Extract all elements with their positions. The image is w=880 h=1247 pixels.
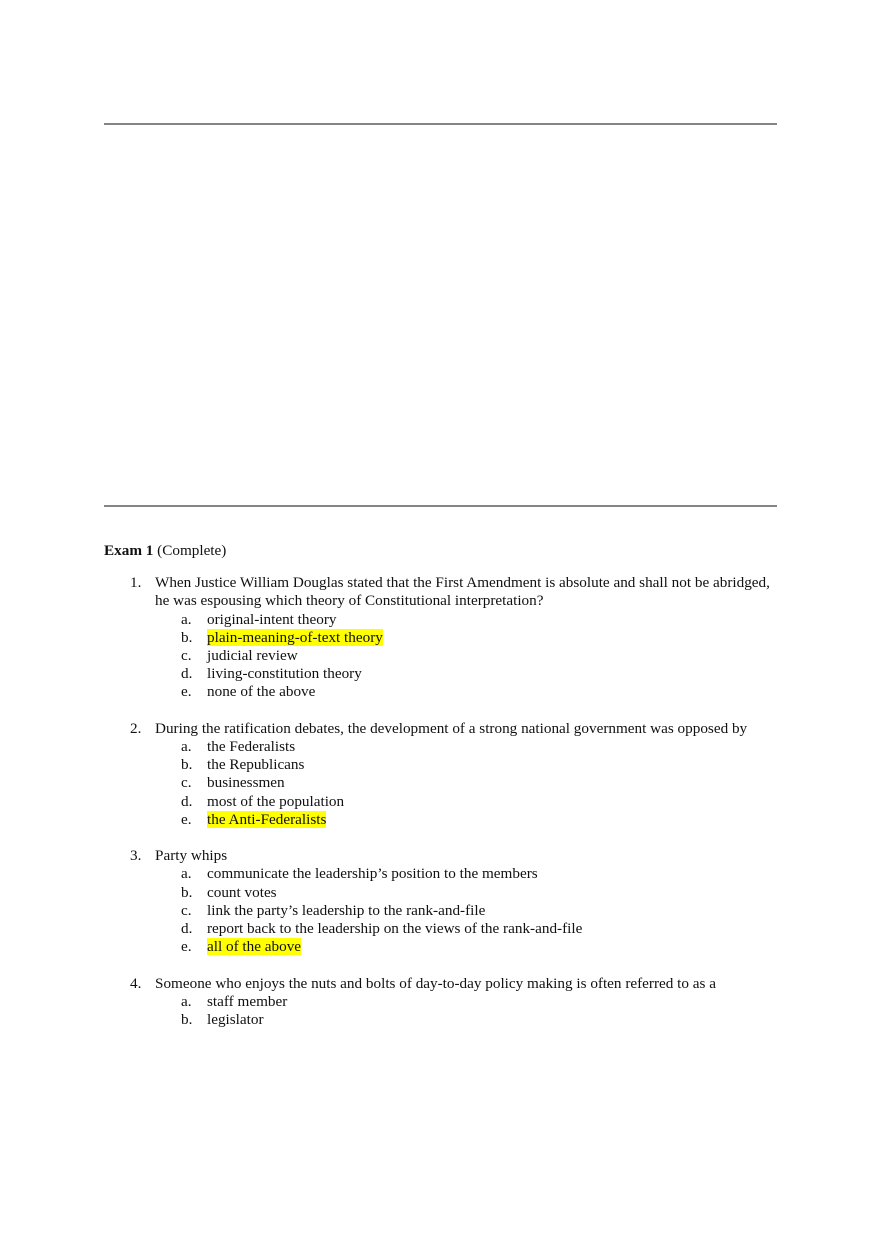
option-text: link the party’s leadership to the rank-and-file [207, 901, 486, 919]
answer-option [155, 884, 784, 902]
answer-option [155, 938, 784, 956]
option-letter: b. [181, 1011, 193, 1029]
option-text: businessmen [207, 774, 285, 792]
option-letter: a. [181, 610, 192, 628]
question-number: 2. [130, 719, 142, 737]
option-text-highlighted: all of the above [207, 938, 302, 956]
answer-option [155, 683, 784, 701]
option-letter: d. [181, 920, 193, 938]
option-text: the Republicans [207, 756, 305, 774]
option-letter: b. [181, 756, 193, 774]
option-letter: c. [181, 901, 192, 919]
option-letter: c. [181, 774, 192, 792]
option-text: none of the above [207, 683, 316, 701]
answer-option [155, 611, 784, 629]
answer-option [155, 865, 784, 883]
question [104, 975, 784, 1030]
option-letter: a. [181, 738, 192, 756]
option-letter: e. [181, 810, 192, 828]
answer-option [155, 793, 784, 811]
answer-option [155, 993, 784, 1011]
option-letter: b. [181, 628, 193, 646]
question-list [104, 574, 784, 1029]
question [104, 847, 784, 956]
question-text: When Justice William Douglas stated that the First Amendment is absolute and shall not be abridged, he was espousing which theory of Constitutional interpretation? [155, 574, 770, 610]
question [104, 574, 784, 701]
exam-title [104, 542, 784, 560]
question-number: 3. [130, 847, 142, 865]
option-letter: e. [181, 683, 192, 701]
answer-option [155, 920, 784, 938]
option-text-highlighted: plain-meaning-of-text theory [207, 628, 383, 646]
option-text: the Federalists [207, 738, 296, 756]
answer-option [155, 647, 784, 665]
answer-option [155, 629, 784, 647]
exam-title-bold: Exam 1 [104, 542, 154, 559]
horizontal-rule-top [104, 123, 777, 125]
option-text: report back to the leadership on the views of the rank-and-file [207, 920, 583, 938]
option-text: count votes [207, 883, 277, 901]
option-letter: d. [181, 665, 193, 683]
option-text-highlighted: the Anti-Federalists [207, 810, 327, 828]
exam-title-status: (Complete) [153, 542, 227, 559]
answer-option [155, 738, 784, 756]
answer-option [155, 902, 784, 920]
option-text: judicial review [207, 647, 298, 665]
answer-option [155, 774, 784, 792]
answer-option [155, 665, 784, 683]
question-number: 1. [130, 574, 142, 592]
option-text: staff member [207, 992, 288, 1010]
answer-option [155, 756, 784, 774]
option-letter: c. [181, 647, 192, 665]
answer-option [155, 1011, 784, 1029]
exam-content [104, 542, 784, 1029]
horizontal-rule-bottom [104, 505, 777, 507]
option-letter: b. [181, 883, 193, 901]
option-text: living-constitution theory [207, 665, 362, 683]
option-letter: a. [181, 992, 192, 1010]
question [104, 720, 784, 829]
option-text: communicate the leadership’s position to the members [207, 865, 538, 883]
answer-option [155, 811, 784, 829]
question-number: 4. [130, 974, 142, 992]
option-letter: d. [181, 792, 193, 810]
option-text: legislator [207, 1011, 264, 1029]
question-text: Someone who enjoys the nuts and bolts of day-to-day policy making is often referred to as a [155, 974, 716, 992]
question-text: During the ratification debates, the development of a strong national government was opposed by [155, 719, 748, 737]
option-letter: a. [181, 865, 192, 883]
question-text: Party whips [155, 847, 228, 865]
option-letter: e. [181, 938, 192, 956]
option-text: original-intent theory [207, 610, 337, 628]
option-text: most of the population [207, 792, 345, 810]
